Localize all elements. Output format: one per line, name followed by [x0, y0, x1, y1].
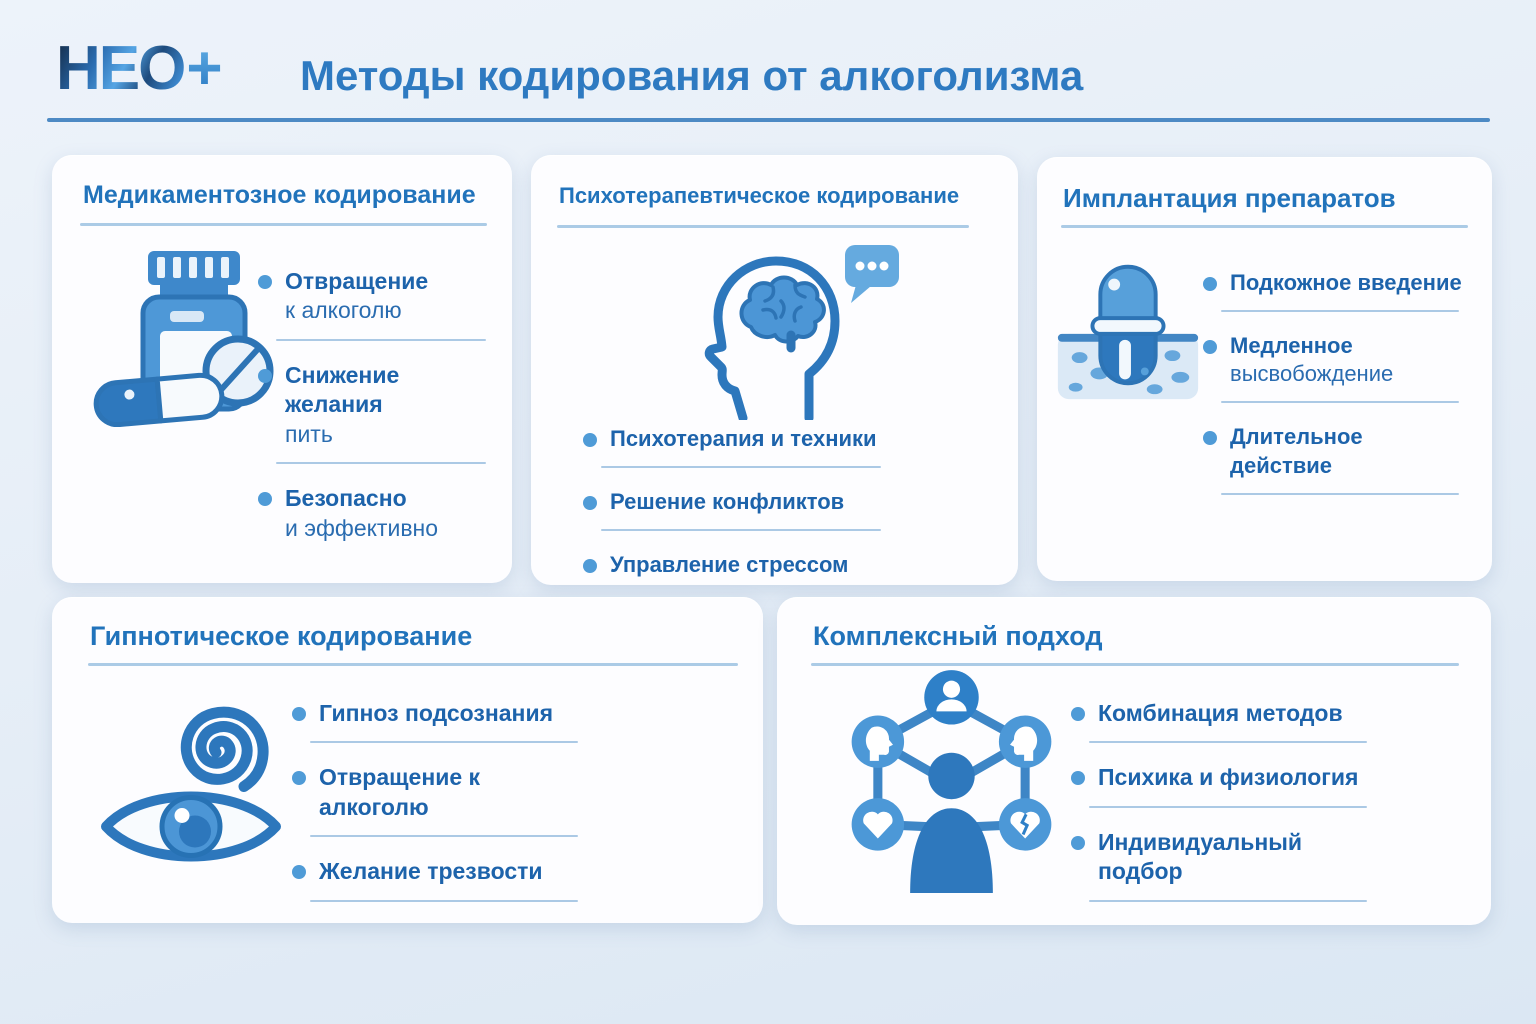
- bullet-dot: [1203, 431, 1217, 445]
- bullet-item: [258, 484, 496, 543]
- bullet-item: [258, 267, 496, 326]
- bullet-text: [285, 361, 496, 449]
- card-title: Имплантация препаратов: [1063, 183, 1396, 213]
- bullet-line: Решение конфликтов: [610, 489, 845, 515]
- bullet-item: [1071, 699, 1377, 728]
- bullet-line: и эффективно: [285, 514, 439, 541]
- bullet-dot: [292, 865, 306, 879]
- bullet-line: пить: [285, 420, 333, 447]
- bullet-line: к алкоголю: [285, 297, 402, 324]
- bullet-dot: [583, 433, 597, 447]
- bullet-divider: [1089, 900, 1367, 902]
- card-drug-implantation: [1037, 157, 1492, 581]
- bullet-item: [583, 551, 891, 579]
- bullet-line: Медленное: [1230, 333, 1353, 359]
- card-title-underline: [88, 663, 738, 666]
- bullet-text: [285, 267, 428, 326]
- card-title: Психотерапевтическое кодирование: [559, 183, 960, 208]
- bullet-list: [1071, 699, 1377, 922]
- bullet-item: [292, 699, 588, 728]
- brand-logo-text: НЕО: [56, 34, 185, 103]
- bullet-line: высвобождение: [1230, 361, 1394, 387]
- bullet-dot: [1203, 277, 1217, 291]
- bullet-line: Управление стрессом: [610, 552, 849, 578]
- bullet-divider: [276, 339, 486, 341]
- bullet-divider: [276, 462, 486, 464]
- bullet-line: Индивидуальный подбор: [1098, 828, 1303, 885]
- brand-logo-plus-icon: +: [186, 34, 221, 103]
- bullet-line: Гипноз подсознания: [319, 700, 553, 726]
- bullet-line: Комбинация методов: [1098, 700, 1343, 726]
- card-hypnotic-coding: [52, 597, 763, 923]
- bullet-item: [292, 857, 588, 886]
- bullet-text: [319, 763, 588, 822]
- head-brain-speech-icon: [613, 235, 913, 420]
- bullet-divider: [310, 741, 578, 743]
- bullet-text: [610, 425, 877, 453]
- bullet-text: [1230, 332, 1393, 388]
- brand-logo: [56, 34, 221, 103]
- bullet-line: Безопасно: [285, 485, 407, 512]
- bullet-item: [292, 763, 588, 822]
- bullet-text: [610, 488, 844, 516]
- bullet-list: [292, 699, 588, 922]
- card-title-underline: [1061, 225, 1468, 228]
- bullet-dot: [1071, 771, 1085, 785]
- bullet-text: [319, 857, 543, 886]
- bullet-dot: [1071, 836, 1085, 850]
- implant-capsule-skin-icon: [1053, 247, 1203, 405]
- bullet-item: [1203, 332, 1469, 388]
- bullet-divider: [1221, 493, 1459, 495]
- bullet-text: [1098, 699, 1343, 728]
- bullet-line: Желание трезвости: [319, 858, 543, 885]
- bullet-line: Отвращение к алкоголю: [319, 764, 481, 820]
- bullet-dot: [258, 369, 272, 383]
- bullet-item: [583, 488, 891, 516]
- bullet-item: [1203, 269, 1469, 297]
- bullet-dot: [583, 559, 597, 573]
- card-title: Комплексный подход: [813, 621, 1103, 651]
- bullet-dot: [583, 496, 597, 510]
- bullet-item: [258, 361, 496, 449]
- card-title-underline: [557, 225, 969, 228]
- bullet-dot: [1071, 707, 1085, 721]
- bullet-divider: [1089, 741, 1367, 743]
- page-title: Методы кодирования от алкоголизма: [300, 52, 1084, 99]
- bullet-text: [285, 484, 438, 543]
- bullet-text: [610, 551, 848, 579]
- card-psychotherapy-coding: [531, 155, 1018, 585]
- bullet-item: [1071, 763, 1377, 792]
- card-medication-coding: [52, 155, 512, 583]
- bullet-divider: [1221, 310, 1459, 312]
- card-title: Медикаментозное кодирование: [83, 181, 476, 209]
- bullet-text: [1230, 423, 1469, 479]
- hypnosis-spiral-eye-icon: [96, 667, 286, 885]
- bullet-list: [1203, 269, 1469, 515]
- bullet-text: [1230, 269, 1462, 297]
- bullet-divider: [601, 529, 881, 531]
- bullet-text: [1098, 763, 1358, 792]
- bullet-divider: [601, 466, 881, 468]
- bullet-dot: [292, 707, 306, 721]
- card-title: Гипнотическое кодирование: [90, 621, 473, 651]
- bullet-divider: [1089, 806, 1367, 808]
- bullet-divider: [310, 835, 578, 837]
- bullet-dot: [258, 492, 272, 506]
- bullet-list: [258, 267, 496, 543]
- bullet-list: [583, 425, 891, 579]
- bullet-line: Отвращение: [285, 268, 429, 294]
- bullet-divider: [1221, 401, 1459, 403]
- bullet-line: Психотерапия и техники: [610, 426, 877, 451]
- card-complex-approach: [777, 597, 1491, 925]
- bullet-line: Подкожное введение: [1230, 270, 1462, 295]
- bullet-dot: [258, 275, 272, 289]
- bullet-line: Снижение желания: [285, 361, 400, 418]
- bullet-line: Длительное действие: [1230, 424, 1363, 478]
- bullet-divider: [310, 900, 578, 902]
- bullet-dot: [292, 771, 306, 785]
- bullet-text: [319, 699, 553, 728]
- card-title-underline: [80, 223, 487, 226]
- bullet-item: [1071, 828, 1377, 887]
- bullet-item: [1203, 423, 1469, 479]
- person-network-icon: [833, 661, 1071, 893]
- header-divider: [47, 118, 1490, 122]
- bullet-item: [583, 425, 891, 453]
- bullet-line: Психика и физиология: [1098, 764, 1359, 791]
- bullet-dot: [1203, 340, 1217, 354]
- bullet-text: [1098, 828, 1377, 887]
